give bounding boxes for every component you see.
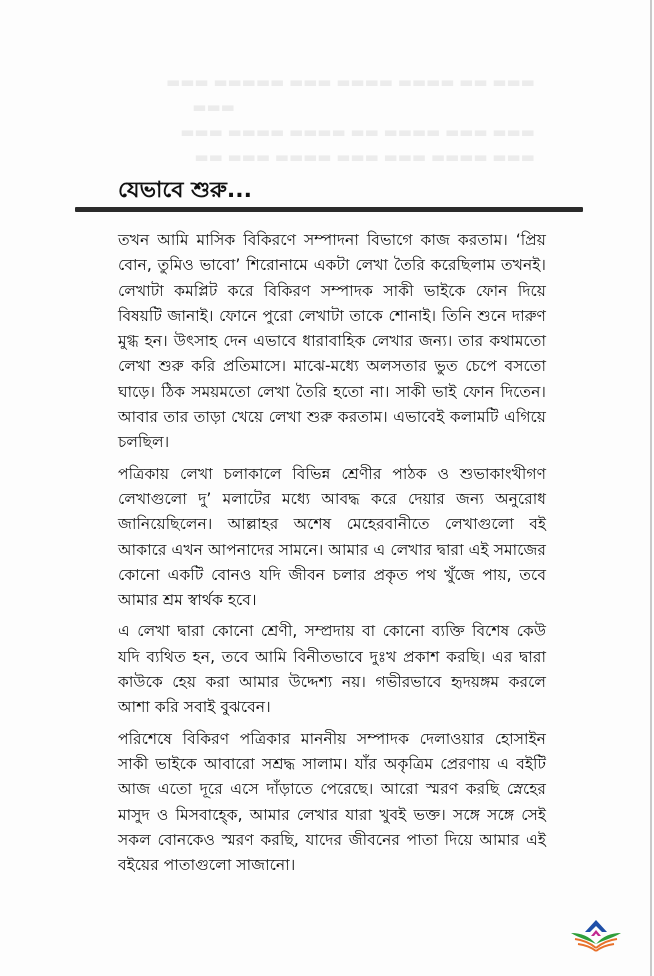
chapter-body [118,228,546,884]
paragraph: তখন আমি মাসিক বিকিরণে সম্পাদনা বিভাগে কাজ করতাম। ‘প্রিয় বোন, তুমিও ভাবো’ শিরোনামে একটা লেখা তৈরি করেছিলাম তখনই। লেখাটা কমপ্লিট করে বিকিরণ সম্পাদক সাকী ভাইকে ফোন দিয়ে বিষয়টি জানাই। ফোনে পুরো লেখাটা তাকে শোনাই। তিনি শুনে দারুণ মুগ্ধ হন। উৎসাহ দেন এভাবে ধারাবাহিক লেখার জন্য। তার কথামতো লেখা শুরু করি প্রতিমাসে। মাঝে-মধ্যে অলসতার ভুত চেপে বসতো ঘাড়ে। ঠিক সময়মতো লেখা তৈরি হতো না। সাকী ভাই ফোন দিতেন। আবার তার তাড়া খেয়ে লেখা শুরু করতাম। এভাবেই কলামটি এগিয়ে চলছিল। [118,231,546,452]
logo-inner-chevron [591,930,601,936]
paragraph: পত্রিকায় লেখা চলাকালে বিভিন্ন শ্রেণীর পাঠক ও শুভাকাংখীগণ লেখাগুলো দু’ মলাটের মধ্যে আবদ্ধ করে দেয়ার জন্য অনুরোধ জানিয়েছিলেন। আল্লাহর অশেষ মেহেরবানীতে লেখাগুলো বই আকারে এখন আপনাদের সামনে। আমার এ লেখার দ্বারা এই সমাজের কোনো একটি বোনও যদি জীবন চলার প্রকৃত পথ খুঁজে পায়, তবে আমার শ্রম স্বার্থক হবে। [118,464,546,610]
title-rule-divider [75,207,583,212]
paragraph: এ লেখা দ্বারা কোনো শ্রেণী, সম্প্রদায় বা কোনো ব্যক্তি বিশেষ কেউ যদি ব্যথিত হন, তবে আমি বিনীতভাবে দুঃখ প্রকাশ করছি। এর দ্বারা কাউকে হেয় করা আমার উদ্দেশ্য নয়। গভীরভাবে হৃদয়ঙ্গম করলে আশা করি সবাই বুঝবেন। [118,622,546,717]
publisher-logo-icon [569,918,623,954]
show-through-reverse-text: ▬▬▬ ▬▬ ▬▬▬▬ ▬▬▬▬ ▬▬▬ ▬▬▬▬▬ ▬▬▬ ▬▬▬ ▬▬▬ ▬▬▬ ▬▬▬▬ ▬▬ ▬▬▬▬ ▬▬▬▬ ▬▬▬ ▬▬▬ ▬▬▬▬ ▬▬▬ ▬▬▬ ▬▬▬▬ ▬▬▬ ▬▬ [166,73,535,166]
page-edge-shadow [650,0,652,976]
paragraph: পরিশেষে বিকিরণ পত্রিকার মাননীয় সম্পাদক দেলাওয়ার হোসাইন সাকী ভাইকে আবারো সশ্রদ্ধ সালাম। যাঁর অকৃত্রিম প্রেরণায় এ বইটি আজ এতো দূরে এসে দাঁড়াতে পেরেছে। আরো স্মরণ করছি স্নেহের মাসুদ ও মিসবাহ্কে, আমার লেখার যারা খুবই ভক্ত। সঙ্গে সঙ্গে সেই সকল বোনকেও স্মরণ করছি, যাদের জীবনের পাতা দিয়ে আমার এই বইয়ের পাতাগুলো সাজানো। [118,729,546,875]
chapter-title: যেভাবে শুরু... [118,178,253,203]
